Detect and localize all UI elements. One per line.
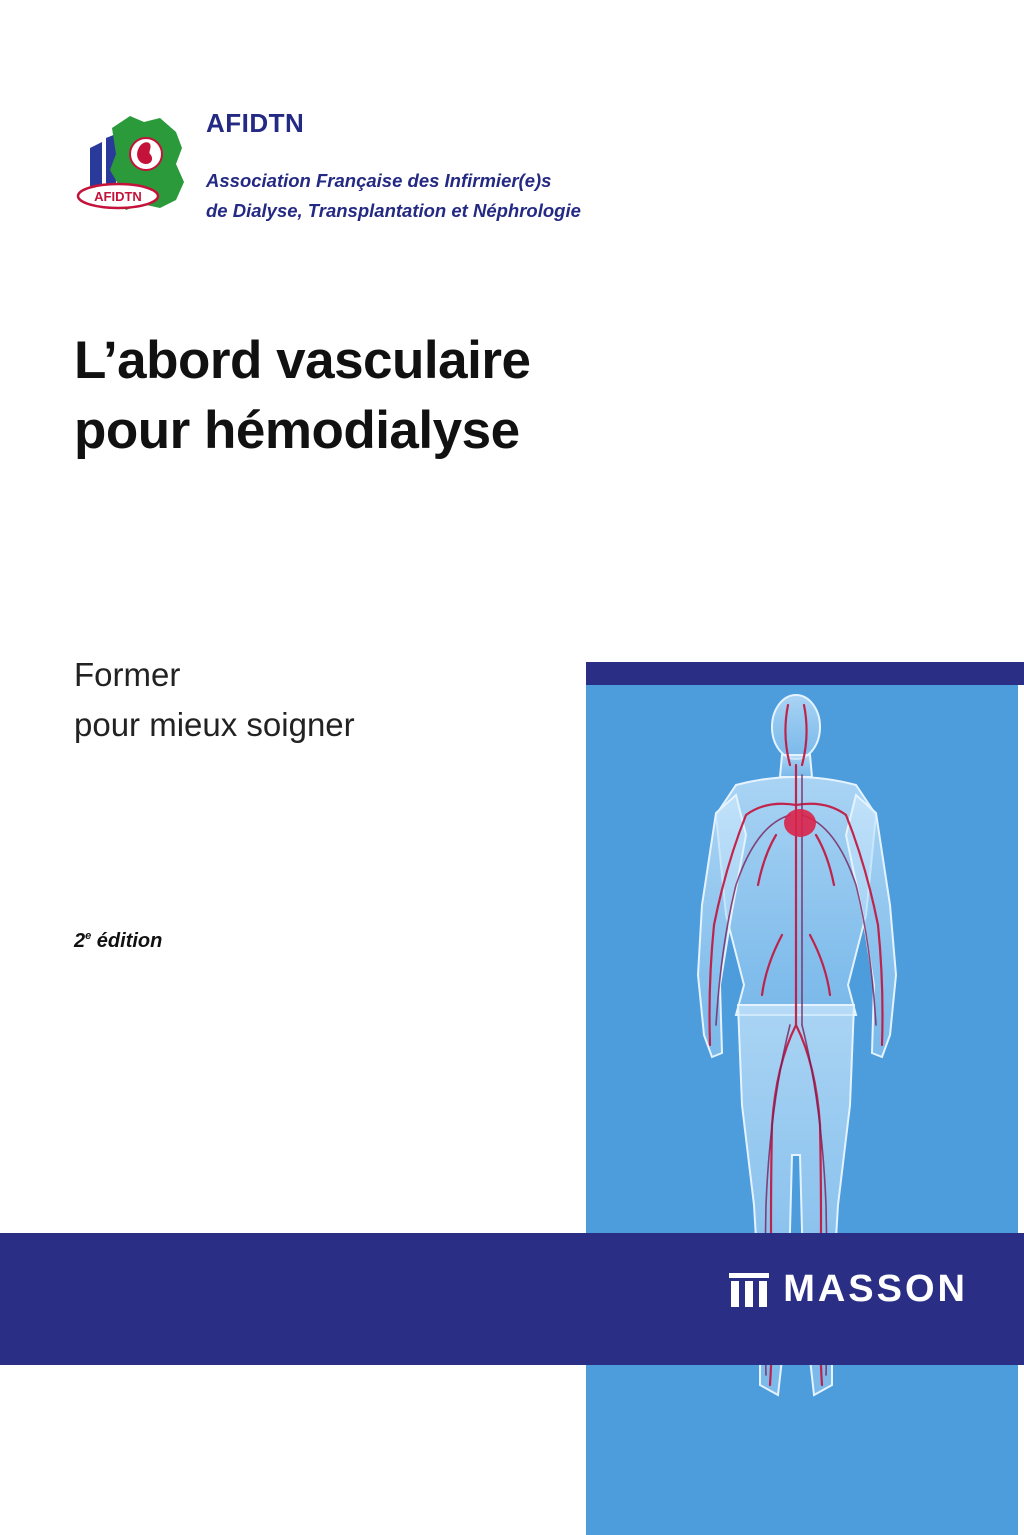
masson-mark-icon — [729, 1273, 769, 1307]
subtitle-line-2: pour mieux soigner — [74, 706, 355, 743]
organization-abbreviation: AFIDTN — [206, 108, 305, 138]
human-body-vascular-icon — [586, 685, 1018, 1535]
title-line-1: L’abord vasculaire — [74, 331, 531, 390]
cover-accent-bar — [586, 662, 1024, 685]
anatomy-illustration — [586, 685, 1018, 1535]
afidtn-logo — [72, 108, 192, 220]
publisher-logo — [729, 1268, 968, 1311]
edition-label — [74, 930, 162, 953]
logo-text: AFIDTN — [94, 189, 142, 204]
book-title — [74, 326, 530, 466]
organization-full-name — [206, 166, 581, 226]
title-line-2: pour hémodialyse — [74, 401, 520, 460]
organization-name-line-2: de Dialyse, Transplantation et Néphrologie — [206, 200, 581, 221]
edition-word: édition — [91, 930, 163, 952]
publisher-name: MASSON — [783, 1268, 968, 1310]
organization-name-line-1: Association Française des Infirmier(e)s — [206, 170, 552, 191]
edition-superscript: e — [85, 930, 92, 942]
heart-icon — [784, 809, 816, 837]
subtitle-line-1: Former — [74, 656, 181, 693]
book-subtitle — [74, 650, 355, 750]
edition-number: 2 — [74, 930, 86, 952]
